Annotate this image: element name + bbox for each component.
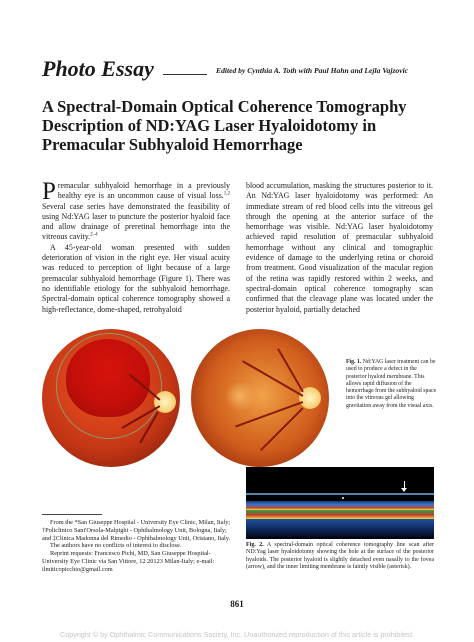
page-number: 861 bbox=[230, 599, 244, 609]
posterior-hyaloid-line bbox=[246, 493, 434, 495]
figure-2-label: Fig. 2. bbox=[246, 542, 264, 548]
editors-line: Edited by Cynthia A. Toth with Paul Hahn and Lejla Vajzovic bbox=[216, 66, 409, 75]
paragraph-2: A 45-year-old woman presented with sudden deterioration of vision in the right eye. Her visual acuity was reduced to perception of light because of a large premacular subhyaloid hemorrhage (Figure 1). There was no identifiable etiology for the subhyaloid hemorrhage. Spectral-domain optical coherence tomography showed a high-reflectance, dome-shaped, retrohyaloid bbox=[42, 242, 230, 314]
header-divider bbox=[163, 74, 207, 75]
article-title: A Spectral-Domain Optical Coherence Tomography Description of ND:YAG Laser Hyaloidotomy in Premacular Subhyaloid Hemorrhage bbox=[42, 97, 407, 154]
reprint-note: Reprint requests: Francesco Pichi, MD, San Giuseppe Hospital-University Eye Clinic via San Vittore, 12 20123 Milan-Italy; e-mail: ilmiticopicchio@gmail.com bbox=[42, 550, 215, 573]
section-title: Photo Essay bbox=[42, 56, 154, 81]
footnotes bbox=[42, 519, 232, 574]
figure-1-caption bbox=[346, 359, 438, 410]
arrow-head-icon bbox=[401, 488, 407, 492]
conflict-note: The authors have no conflicts of interest to disclose. bbox=[50, 542, 182, 550]
laser-outline bbox=[56, 333, 162, 439]
rpe-band bbox=[246, 511, 434, 519]
figure-2-caption-text: A spectral-domain optical coherence tomography line scan after ND:Yag laser hyaloidotomy showing the hole at the surface of the posterior hyaloids. The posterior hyaloid is slightly detached even nasally to the fovea (arrow), and the inner limiting membrane is faintly visible (asterisk). bbox=[246, 542, 434, 571]
macula-area bbox=[225, 381, 255, 411]
body-column-right bbox=[246, 181, 433, 315]
paragraph-1 bbox=[42, 178, 230, 243]
oct-scan-image bbox=[246, 467, 434, 539]
paragraph-3: blood accumulation, masking the structures posterior to it. An Nd:YAG laser hyaloidotomy was performed: An immediate stream of red blood cells into the vitreous gel through the opening at the anterior surface of the hemorrhage was visible. Nd:YAG laser hyaloidotomy achieved rapid resolution of premacular subhyaloid hemorrhage without any clinical and tomographic evidence of damage to the underlying retina or choroid from treatment. Good visualization of the macular region of the retina was rapidly restored within 2 weeks, and spectral-domain optical coherence tomography scan confirmed that the cleavage plane was located under the posterior hyaloid, partially detached bbox=[246, 181, 433, 314]
citation-superscript: 2–4 bbox=[90, 232, 98, 238]
footnote-rule bbox=[42, 514, 102, 515]
fundus-photo-before bbox=[42, 329, 180, 467]
affiliation-note: From the *San Giuseppe Hospital - University Eye Clinic, Milan, Italy; †Policlinico Sant'Orsola-Malpighi - Ophthalmology Unit, Bologna, Italy; and ‡Clinica Madonna del Rimedio - Ophthalmology Unit, Oristano, Italy. bbox=[42, 519, 231, 542]
retinal-vessel bbox=[277, 348, 304, 392]
choroid-band bbox=[246, 519, 434, 539]
paragraph-1-text-a: remacular subhyaloid hemorrhage in a previously healthy eye is an uncommon cause of visual loss. bbox=[57, 181, 230, 201]
retina-layers bbox=[246, 501, 434, 511]
body-column-left bbox=[42, 178, 230, 315]
optic-disc bbox=[154, 391, 176, 413]
drop-cap: P bbox=[42, 178, 56, 205]
figure-1-caption-text: Nd:YAG laser treatment can be used to produce a defect in the posterior hyaloid membrane. This allows rapid diffusion of the hemorrhage from the subhyaloid space into the vitreous gel allowing gravitation away from the visual axis. bbox=[346, 359, 437, 409]
fundus-photo-after bbox=[191, 329, 329, 467]
citation-superscript: 1,2 bbox=[223, 191, 230, 197]
paragraph-1-text-b: Several case series have demonstrated the feasibility of using Nd:YAG laser to puncture the posterior hyaloid face and allow drainage of preretinal hemorrhage into the vitreous cavity. bbox=[42, 201, 230, 242]
figure-1-label: Fig. 1. bbox=[346, 359, 362, 365]
asterisk-marker-icon bbox=[342, 497, 344, 499]
figure-2-caption bbox=[246, 542, 434, 572]
copyright-notice: Copyright © by Ophthalmic Communications Society, Inc. Unauthorized reproduction of this article is prohibited. bbox=[60, 630, 414, 639]
